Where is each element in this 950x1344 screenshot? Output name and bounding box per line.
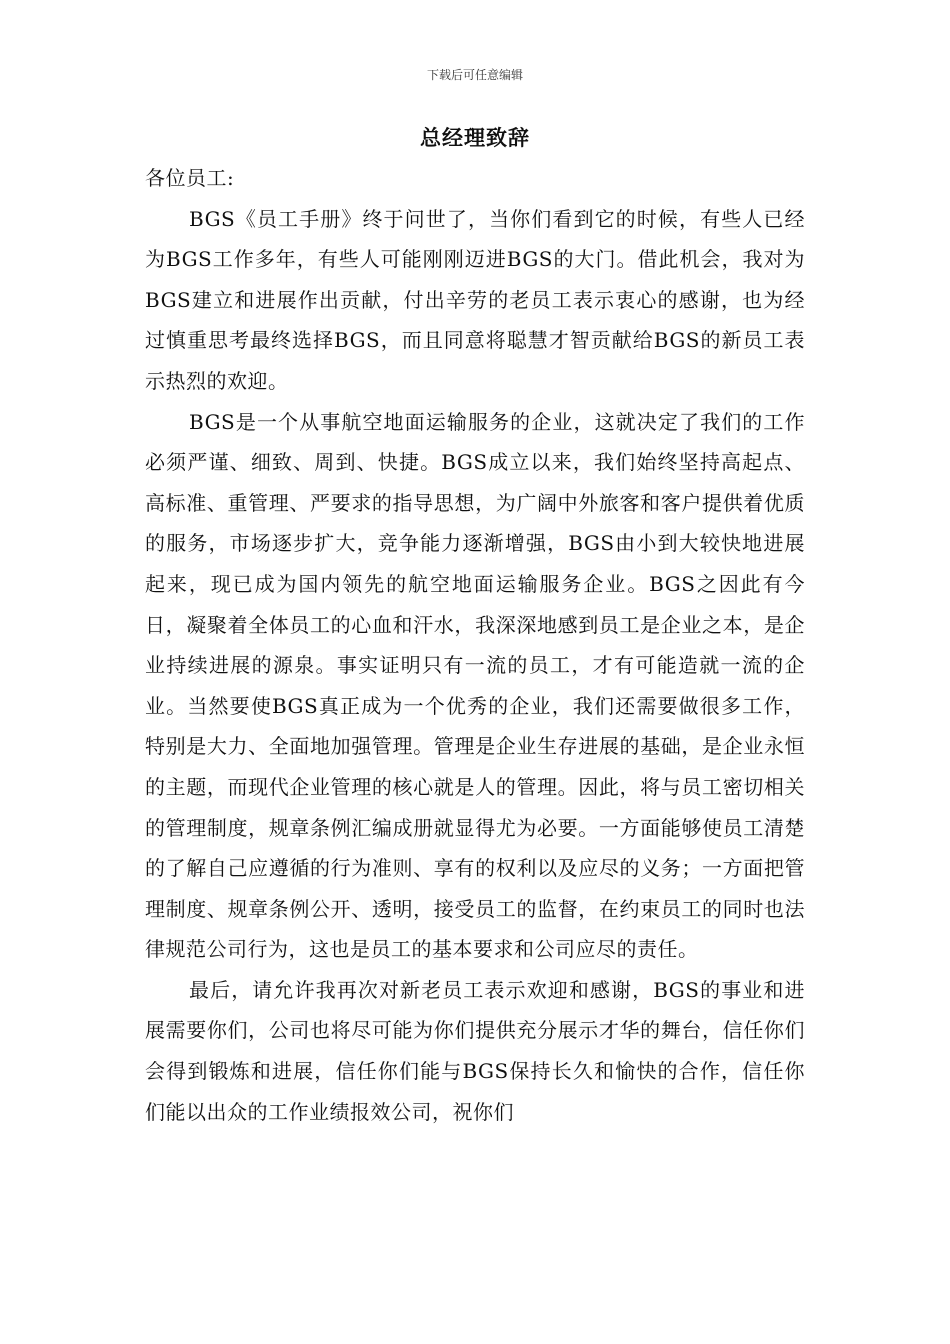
- salutation: 各位员工:: [145, 166, 235, 190]
- paragraph-company: BGS是一个从事航空地面运输服务的企业，这就决定了我们的工作必须严谨、细致、周到、快捷。BGS成立以来，我们始终坚持高起点、高标准、重管理、严要求的指导思想，为广阔中外旅客和客户提供着优质的服务，市场逐步扩大，竞争能力逐渐增强，BGS由小到大较快地进展起来，现已成为国内领先的航空地面运输服务企业。BGS之因此有今日，凝聚着全体员工的心血和汗水，我深深地感到员工是企业之本，是企业持续进展的源泉。事实证明只有一流的员工，才有可能造就一流的企业。当然要使BGS真正成为一个优秀的企业，我们还需要做很多工作，特别是大力、全面地加强管理。管理是企业生存进展的基础，是企业永恒的主题，而现代企业管理的核心就是人的管理。因此，将与员工密切相关的管理制度，规章条例汇编成册就显得尤为必要。一方面能够使员工清楚的了解自己应遵循的行为准则、享有的权利以及应尽的义务；一方面把管理制度、规章条例公开、透明，接受员工的监督，在约束员工的同时也法律规范公司行为，这也是员工的基本要求和公司应尽的责任。: [145, 409, 805, 962]
- paragraph-welcome: BGS《员工手册》终于问世了，当你们看到它的时候，有些人已经为BGS工作多年，有些人可能刚刚迈进BGS的大门。借此机会，我对为BGS建立和进展作出贡献，付出辛劳的老员工表示衷心的感谢，也为经过慎重思考最终选择BGS，而且同意将聪慧才智贡献给BGS的新员工表示热烈的欢迎。: [145, 206, 805, 393]
- document-title: 总经理致辞: [420, 126, 530, 150]
- paragraph-closing: 最后，请允许我再次对新老员工表示欢迎和感谢，BGS的事业和进展需要你们，公司也将尽可能为你们提供充分展示才华的舞台，信任你们会得到锻炼和进展，信任你们能与BGS保持长久和愉快的合作，信任你们能以出众的工作业绩报效公司，祝你们: [145, 977, 805, 1124]
- document-body: [145, 158, 805, 1132]
- page-header-note: 下载后可任意编辑: [426, 68, 523, 82]
